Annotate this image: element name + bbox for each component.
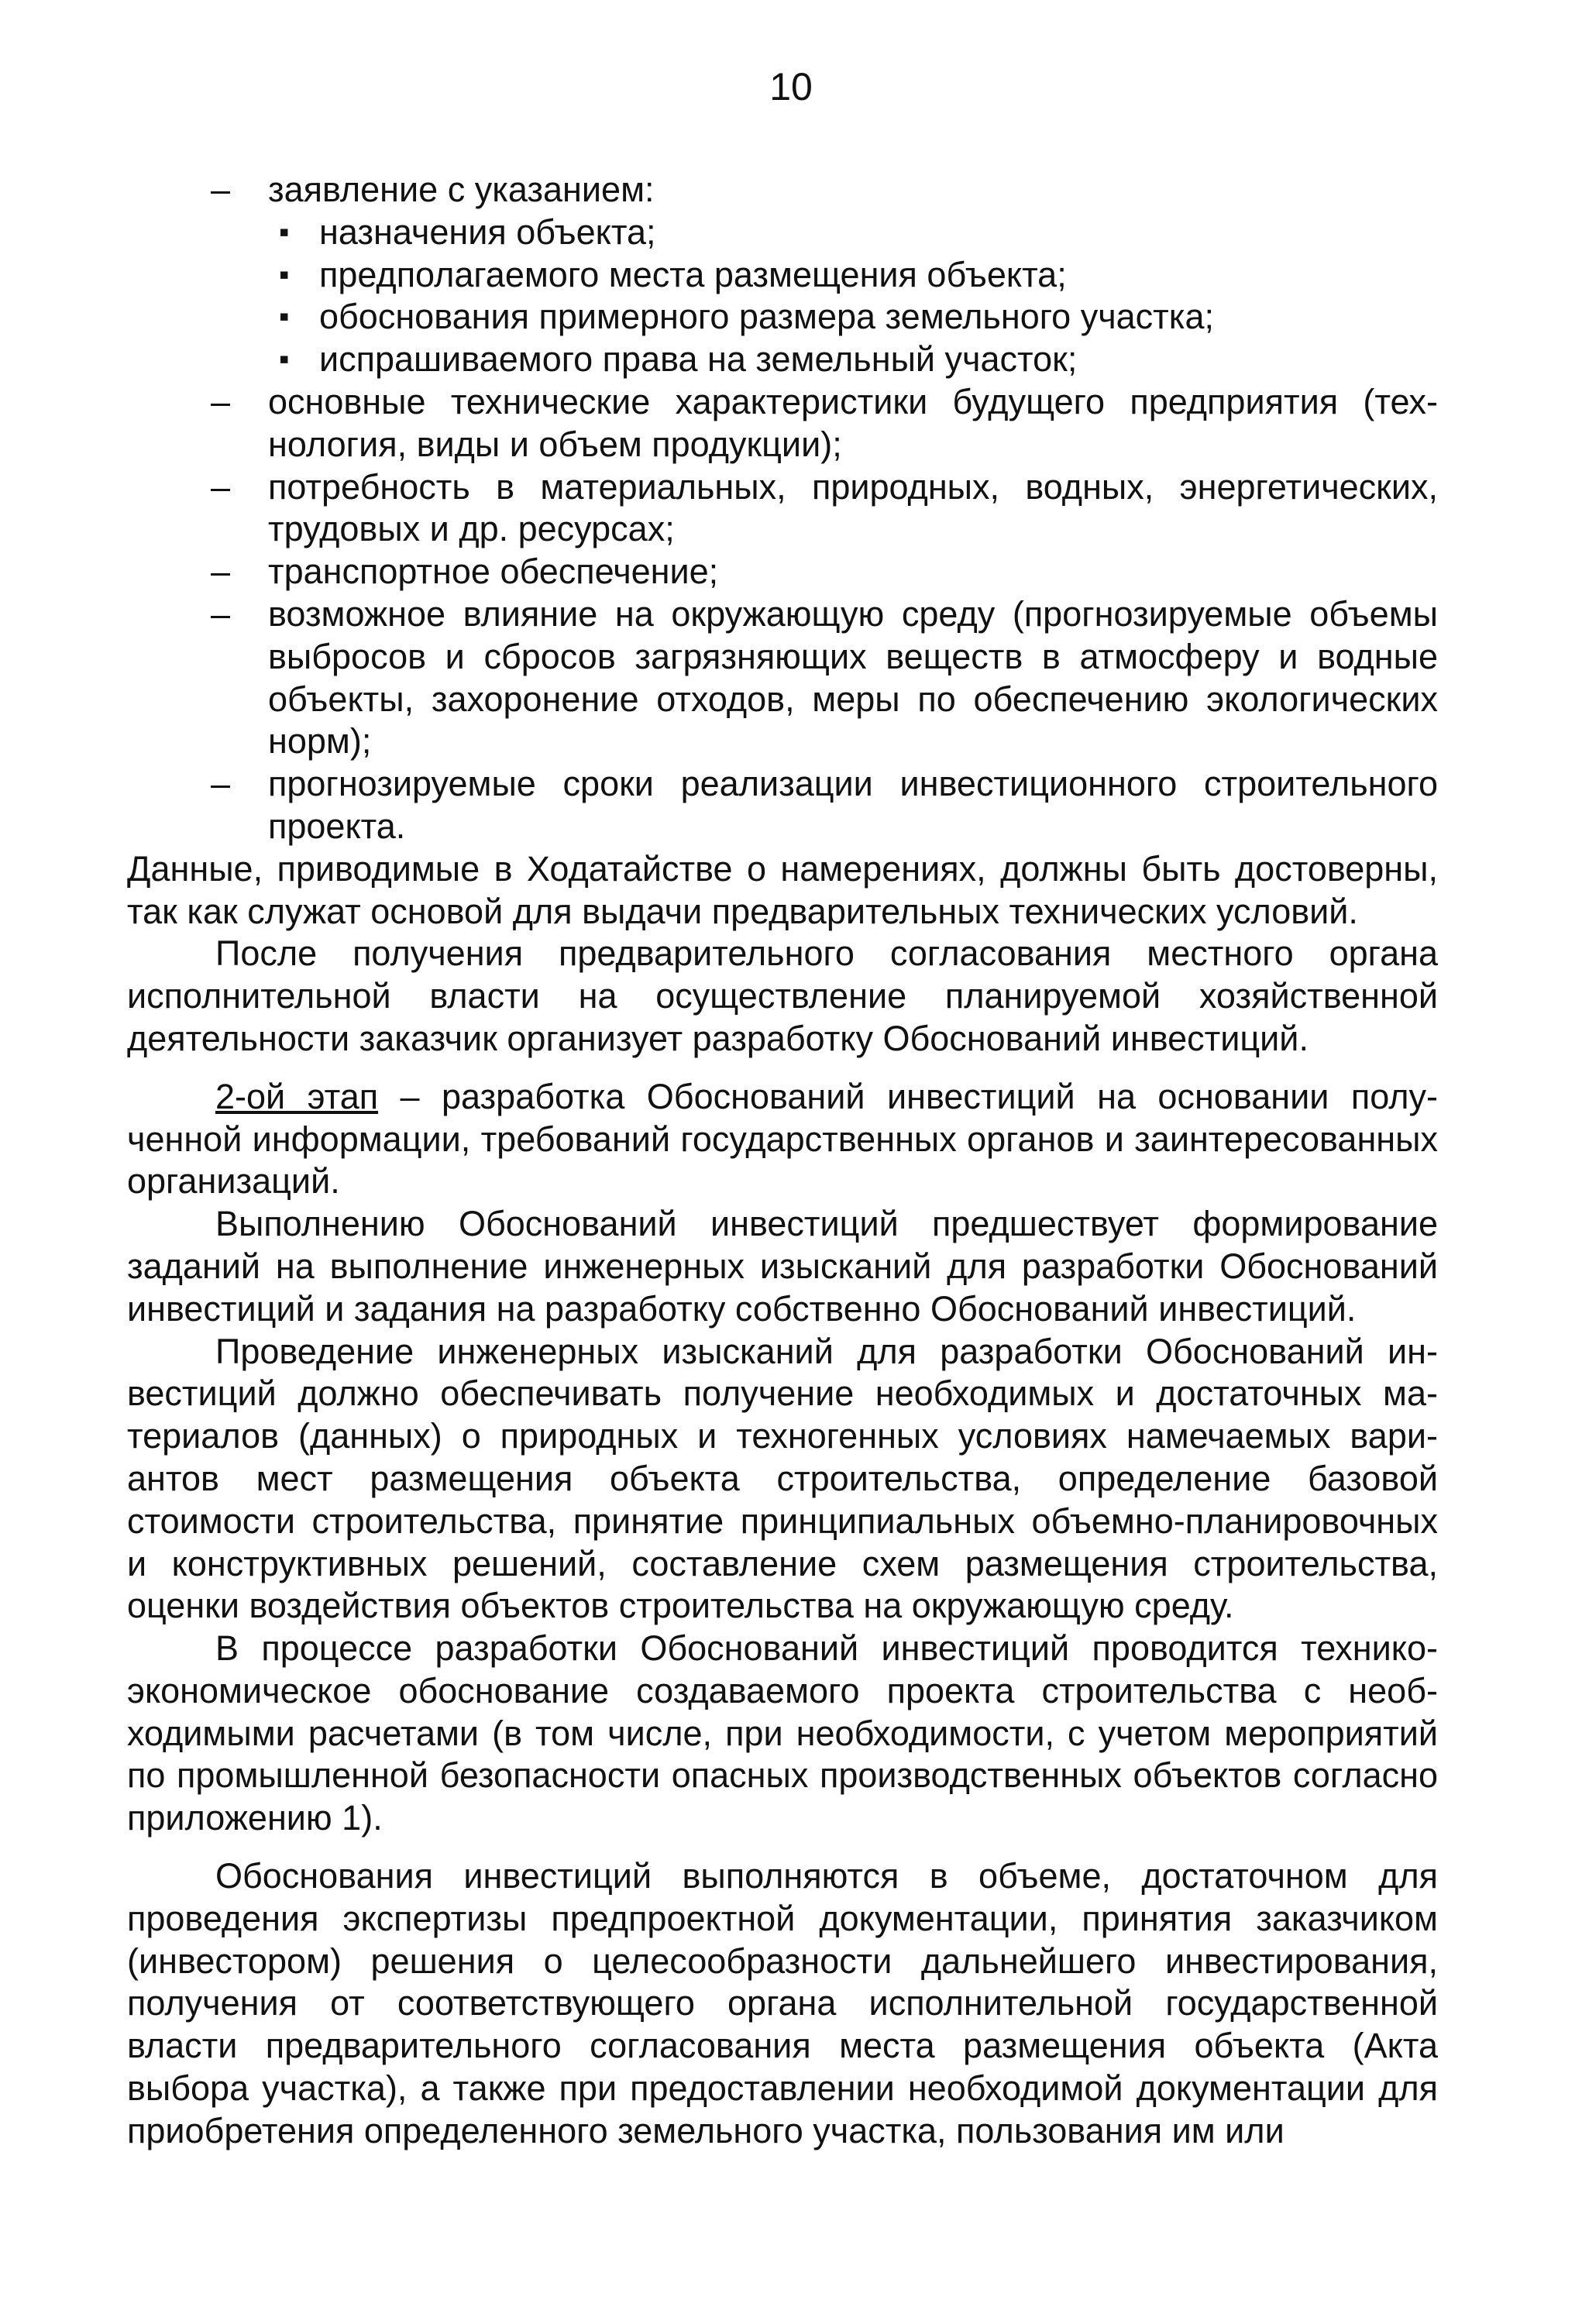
dash-marker: – xyxy=(211,381,231,421)
list-item-intro xyxy=(127,169,1438,211)
dash-text: прогнозируемые сроки реализации инвестиционного строительного проекта. xyxy=(268,764,1438,846)
stage-2-text: – разработка Обоснований инвестиций на основании полученной информации, требований государственных органов и заинтересованных организаций. xyxy=(127,1076,1438,1202)
paragraph-surveys: Проведение инженерных изысканий для разработки Обоснований инвестиций должно обеспечивать получение необходимых и достаточных материалов (данных) о природных и техногенных условиях намечаемых вариантов мест размещения объекта строительства, определение базовой стоимости строительства, принятие принципиальных объемно-планировочных и конструктивных решений, составление схем размещения строительства, оценки воздействия объектов строительства на окружающую среду. xyxy=(127,1331,1438,1626)
bullet-text: обоснования примерного размера земельного участка; xyxy=(319,297,1214,337)
intro-label: заявление с указанием: xyxy=(268,170,655,209)
dash-item-3 xyxy=(127,551,1438,593)
bullet-marker: ▪ xyxy=(279,258,290,291)
bullet-item-4 xyxy=(127,339,1438,381)
bullet-marker: ▪ xyxy=(279,301,290,334)
paragraph-feasibility: В процессе разработки Обоснований инвестиций проводится технико-экономическое обоснование создаваемого проекта строительства с необходимыми расчетами (в том числе, при необходимости, с учетом мероприятий по промышленной безопасности опасных производственных объектов согласно приложению 1). xyxy=(127,1628,1438,1838)
dash-marker: – xyxy=(211,764,231,804)
dash-marker: – xyxy=(211,170,231,209)
bullet-item-1 xyxy=(127,211,1438,254)
dash-text: транспортное обеспечение; xyxy=(268,552,719,592)
paragraph-data-reliability: Данные, приводимые в Ходатайстве о намерениях, должны быть достоверны, так как служат основой для выдачи предварительных технических условий. xyxy=(127,848,1438,931)
page-number: 10 xyxy=(769,65,813,108)
bullet-item-3 xyxy=(127,296,1438,339)
paragraph-scope: Обоснования инвестиций выполняются в объеме, достаточном для проведения экспертизы предпроектной документации, принятия заказчиком (инвестором) решения о целесообразности дальнейшего инвестирования, получения от соответствующего органа исполнительной государственной власти предварительного согласования места размещения объекта (Акта выбора участка), а также при предоставлении необходимой документации для приобретения определенного земельного участка, пользования им или xyxy=(127,1856,1438,2150)
paragraph-tasks: Выполнению Обоснований инвестиций предшествует формирование заданий на выполнение инженерных изысканий для разработки Обоснований инвестиций и задания на разработку собственно Обоснований инвестиций. xyxy=(127,1204,1438,1329)
dash-item-2 xyxy=(127,466,1438,552)
dash-marker: – xyxy=(211,593,231,634)
dash-item-5 xyxy=(127,763,1438,848)
dash-text: возможное влияние на окружающую среду (прогнозируемые объемы выбросов и сбросов загрязняющих веществ в атмосферу и водные объекты, захоронение отходов, меры по обеспечению экологических норм); xyxy=(268,593,1438,761)
dash-marker: – xyxy=(211,466,231,507)
bullet-item-2 xyxy=(127,254,1438,297)
dash-marker: – xyxy=(211,552,231,592)
paragraph-after-approval: После получения предварительного согласования местного органа исполнительной власти на осуществление планируемой хозяйственной деятельности заказчик организует разработку Обоснований инвестиций. xyxy=(127,933,1438,1058)
dash-text: основные технические характеристики будущего предприятия (технология, виды и объем продукции); xyxy=(268,381,1438,464)
bullet-text: предполагаемого места размещения объекта; xyxy=(319,254,1067,294)
bullet-marker: ▪ xyxy=(279,343,290,376)
bullet-marker: ▪ xyxy=(279,215,290,249)
stage-2-label: 2-ой этап xyxy=(215,1076,379,1116)
bullet-text: назначения объекта; xyxy=(319,211,656,252)
dash-item-1 xyxy=(127,381,1438,466)
bullet-text: испрашиваемого права на земельный участок; xyxy=(319,339,1078,380)
paragraph-stage-2 xyxy=(127,1076,1438,1203)
document-body xyxy=(127,169,1438,2153)
dash-text: потребность в материальных, природных, водных, энергетических, трудовых и др. ресурсах; xyxy=(268,466,1438,549)
dash-item-4 xyxy=(127,593,1438,763)
